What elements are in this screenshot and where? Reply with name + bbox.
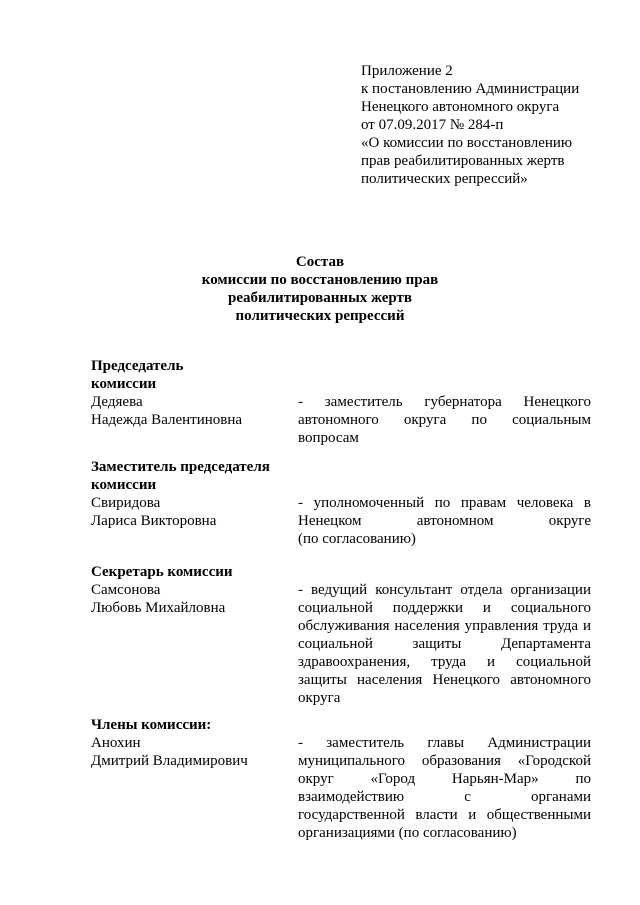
position-line: (по согласованию) <box>298 531 416 547</box>
section-heading: комиссии <box>91 376 157 392</box>
position-line: - заместитель главы Администрации <box>298 735 591 751</box>
member-surname: Самсонова <box>91 582 161 598</box>
member-name <box>91 581 291 617</box>
appendix-line: от 07.09.2017 № 284-п <box>361 117 504 133</box>
position-line: обслуживания населения управления труда и <box>298 618 591 634</box>
member-position <box>298 494 591 548</box>
position-line: организациями (по согласованию) <box>298 825 517 841</box>
appendix-line: Ненецкого автономного округа <box>361 99 560 115</box>
member-given-names: Надежда Валентиновна <box>91 412 243 428</box>
title-line: политических репрессий <box>235 308 405 324</box>
section-heading: Члены комиссии: <box>91 717 212 733</box>
member-row <box>91 393 591 447</box>
section-heading: комиссии <box>91 477 157 493</box>
position-line: взаимодействию с органами <box>298 789 591 805</box>
position-line: муниципального образования «Городской <box>298 753 591 769</box>
appendix-line: к постановлению Администрации <box>361 81 580 97</box>
member-position <box>298 734 591 842</box>
position-line: - заместитель губернатора Ненецкого <box>298 394 591 410</box>
position-line: социальной поддержки и социального <box>298 600 591 616</box>
position-line: Ненецком автономном округе <box>298 513 591 529</box>
member-name <box>91 494 291 530</box>
position-line: социальной защиты Департамента <box>298 636 591 652</box>
member-name <box>91 393 291 429</box>
appendix-line: политических репрессий» <box>361 171 528 187</box>
section-heading: Секретарь комиссии <box>91 564 233 580</box>
position-line: округ «Город Нарьян-Мар» по <box>298 771 591 787</box>
section-heading: Председатель <box>91 358 184 374</box>
member-row <box>91 581 591 707</box>
section-deputy-chairman <box>91 458 591 548</box>
position-line: - ведущий консультант отдела организации <box>298 582 591 598</box>
title-line: комиссии по восстановлению прав <box>201 272 439 288</box>
section-chairman <box>91 357 591 447</box>
position-line: округа <box>298 690 341 706</box>
member-given-names: Дмитрий Владимирович <box>91 753 248 769</box>
position-line: автономного округа по социальным <box>298 412 591 428</box>
position-line: государственной власти и общественными <box>298 807 591 823</box>
section-members <box>91 716 591 842</box>
member-row <box>91 734 591 842</box>
appendix-header <box>361 62 631 188</box>
appendix-line: прав реабилитированных жертв <box>361 153 565 169</box>
document-title <box>0 253 640 325</box>
member-surname: Дедяева <box>91 394 143 410</box>
member-row <box>91 494 591 548</box>
position-line: - уполномоченный по правам человека в <box>298 495 591 511</box>
member-given-names: Любовь Михайловна <box>91 600 226 616</box>
position-line: защиты населения Ненецкого автономного <box>298 672 591 688</box>
title-line: Состав <box>295 254 345 270</box>
member-given-names: Лариса Викторовна <box>91 513 217 529</box>
member-surname: Анохин <box>91 735 141 751</box>
appendix-line: «О комиссии по восстановлению <box>361 135 573 151</box>
member-name <box>91 734 291 770</box>
title-line: реабилитированных жертв <box>228 290 412 306</box>
appendix-line: Приложение 2 <box>361 63 453 79</box>
position-line: здравоохранения, труда и социальной <box>298 654 591 670</box>
section-secretary <box>91 563 591 707</box>
section-heading: Заместитель председателя <box>91 459 270 475</box>
position-line: вопросам <box>298 430 359 446</box>
member-position <box>298 581 591 707</box>
member-position <box>298 393 591 447</box>
member-surname: Свиридова <box>91 495 161 511</box>
